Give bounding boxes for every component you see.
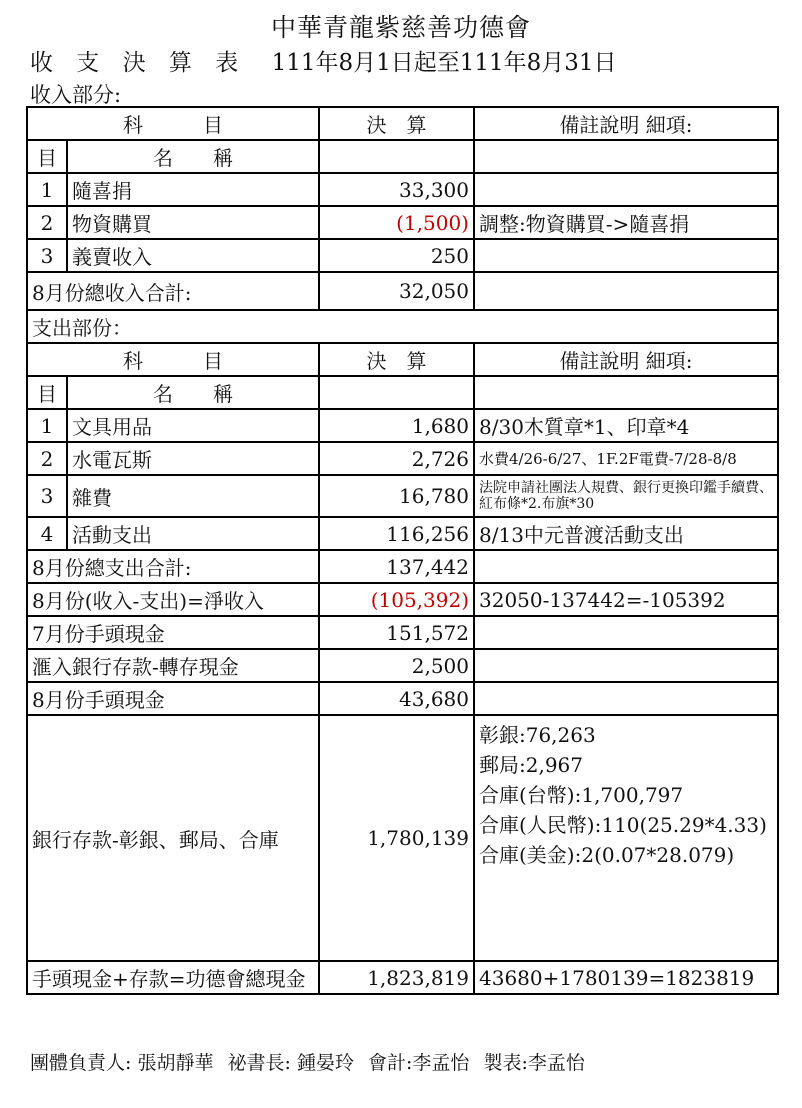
row-note: 調整:物資購買->隨喜捐 [474, 206, 778, 239]
income-total-row [27, 272, 778, 310]
budget-table [26, 106, 779, 995]
bank-note-line: 合庫(人民幣):110(25.29*4.33) [479, 813, 767, 837]
row-amount: 116,256 [319, 517, 474, 550]
table-row [27, 442, 778, 475]
expense-col-subject: 科 目 [27, 343, 319, 376]
row-note: 水費4/26-6/27、1F.2F電費-7/28-8/8 [474, 442, 778, 475]
bank-note-line: 合庫(美金):2(0.07*28.079) [479, 843, 735, 867]
summary-row [27, 583, 778, 616]
bank-row [27, 715, 778, 961]
bank-note-line: 彰銀:76,263 [479, 723, 596, 747]
bank-note-line: 郵局:2,967 [479, 753, 583, 777]
table-row [27, 239, 778, 272]
income-col-name: 名 稱 [67, 140, 319, 173]
summary-note [474, 550, 778, 583]
bank-label: 銀行存款-彰銀、郵局、合庫 [27, 715, 319, 961]
row-amount: 250 [319, 239, 474, 272]
row-note: 法院申請社團法人規費、銀行更換印鑑手續費、紅布條*2.布旗*30 [474, 475, 778, 517]
row-no: 2 [27, 206, 67, 239]
grand-total-amount: 1,823,819 [319, 961, 474, 994]
row-no: 4 [27, 517, 67, 550]
expense-col-amount: 決 算 [319, 343, 474, 376]
expense-subheader-row [27, 376, 778, 409]
expense-col-notes: 備註說明 細項: [474, 343, 778, 376]
summary-note [474, 616, 778, 649]
income-total-label: 8月份總收入合計: [27, 272, 319, 310]
summary-amount: 137,442 [319, 550, 474, 583]
summary-row [27, 682, 778, 715]
row-name: 隨喜捐 [67, 173, 319, 206]
summary-note: 32050-137442=-105392 [474, 583, 778, 616]
signature-responsible: 團體負責人: 張胡靜華 [30, 1052, 214, 1074]
income-col-subject: 科 目 [27, 107, 319, 140]
summary-note [474, 682, 778, 715]
row-no: 3 [27, 475, 67, 517]
expense-header-row [27, 343, 778, 376]
summary-row [27, 616, 778, 649]
row-note [474, 239, 778, 272]
bank-amount: 1,780,139 [319, 715, 474, 961]
row-note: 8/13中元普渡活動支出 [474, 517, 778, 550]
income-col-index: 目 [27, 140, 67, 173]
expense-section-label: 支出部份： [27, 310, 778, 343]
summary-row [27, 649, 778, 682]
summary-amount: 43,680 [319, 682, 474, 715]
income-col-notes: 備註說明 細項: [474, 107, 778, 140]
summary-row [27, 550, 778, 583]
bank-notes [474, 715, 778, 961]
income-total-amount: 32,050 [319, 272, 474, 310]
expense-col-name: 名 稱 [67, 376, 319, 409]
income-col-amount: 決 算 [319, 107, 474, 140]
table-row [27, 475, 778, 517]
row-name: 活動支出 [67, 517, 319, 550]
income-header-row [27, 107, 778, 140]
row-no: 1 [27, 173, 67, 206]
signature-secretary: 祕書長: 鍾晏玲 [227, 1052, 354, 1074]
row-no: 1 [27, 409, 67, 442]
table-row [27, 206, 778, 239]
row-no: 3 [27, 239, 67, 272]
row-amount: 2,726 [319, 442, 474, 475]
income-subheader-row [27, 140, 778, 173]
summary-amount: 151,572 [319, 616, 474, 649]
row-name: 義賣收入 [67, 239, 319, 272]
row-note: 8/30木質章*1、印章*4 [474, 409, 778, 442]
summary-amount: 2,500 [319, 649, 474, 682]
expense-section-row [27, 310, 778, 343]
report-subtitle [30, 44, 617, 77]
table-row [27, 409, 778, 442]
signature-accountant: 會計:李孟怡 [368, 1052, 470, 1074]
table-row [27, 517, 778, 550]
org-title: 中華青龍紫慈善功德會 [270, 13, 531, 42]
grand-total-note: 43680+1780139=1823819 [474, 961, 778, 994]
signature-line [30, 1048, 593, 1075]
summary-label: 7月份手頭現金 [27, 616, 319, 649]
bank-note-line: 合庫(台幣):1,700,797 [479, 783, 684, 807]
summary-label: 8月份(收入-支出)=淨收入 [27, 583, 319, 616]
row-no: 2 [27, 442, 67, 475]
row-amount: 33,300 [319, 173, 474, 206]
report-period: 111年8月1日起至111年8月31日 [271, 50, 617, 76]
expense-col-index: 目 [27, 376, 67, 409]
row-name: 文具用品 [67, 409, 319, 442]
row-note [474, 173, 778, 206]
row-amount: 1,680 [319, 409, 474, 442]
row-name: 雜費 [67, 475, 319, 517]
summary-label: 滙入銀行存款-轉存現金 [27, 649, 319, 682]
grand-total-label: 手頭現金+存款=功德會總現金 [27, 961, 319, 994]
summary-note [474, 649, 778, 682]
income-section-label: 收入部分: [30, 83, 122, 107]
row-name: 物資購買 [67, 206, 319, 239]
summary-amount-negative: (105,392) [319, 583, 474, 616]
table-row [27, 173, 778, 206]
row-name: 水電瓦斯 [67, 442, 319, 475]
row-amount: 16,780 [319, 475, 474, 517]
signature-preparer: 製表:李孟怡 [483, 1052, 585, 1074]
grand-total-row [27, 961, 778, 994]
row-amount-negative: (1,500) [319, 206, 474, 239]
summary-label: 8月份總支出合計: [27, 550, 319, 583]
report-name: 收 支 決 算 表 [30, 50, 247, 76]
summary-label: 8月份手頭現金 [27, 682, 319, 715]
